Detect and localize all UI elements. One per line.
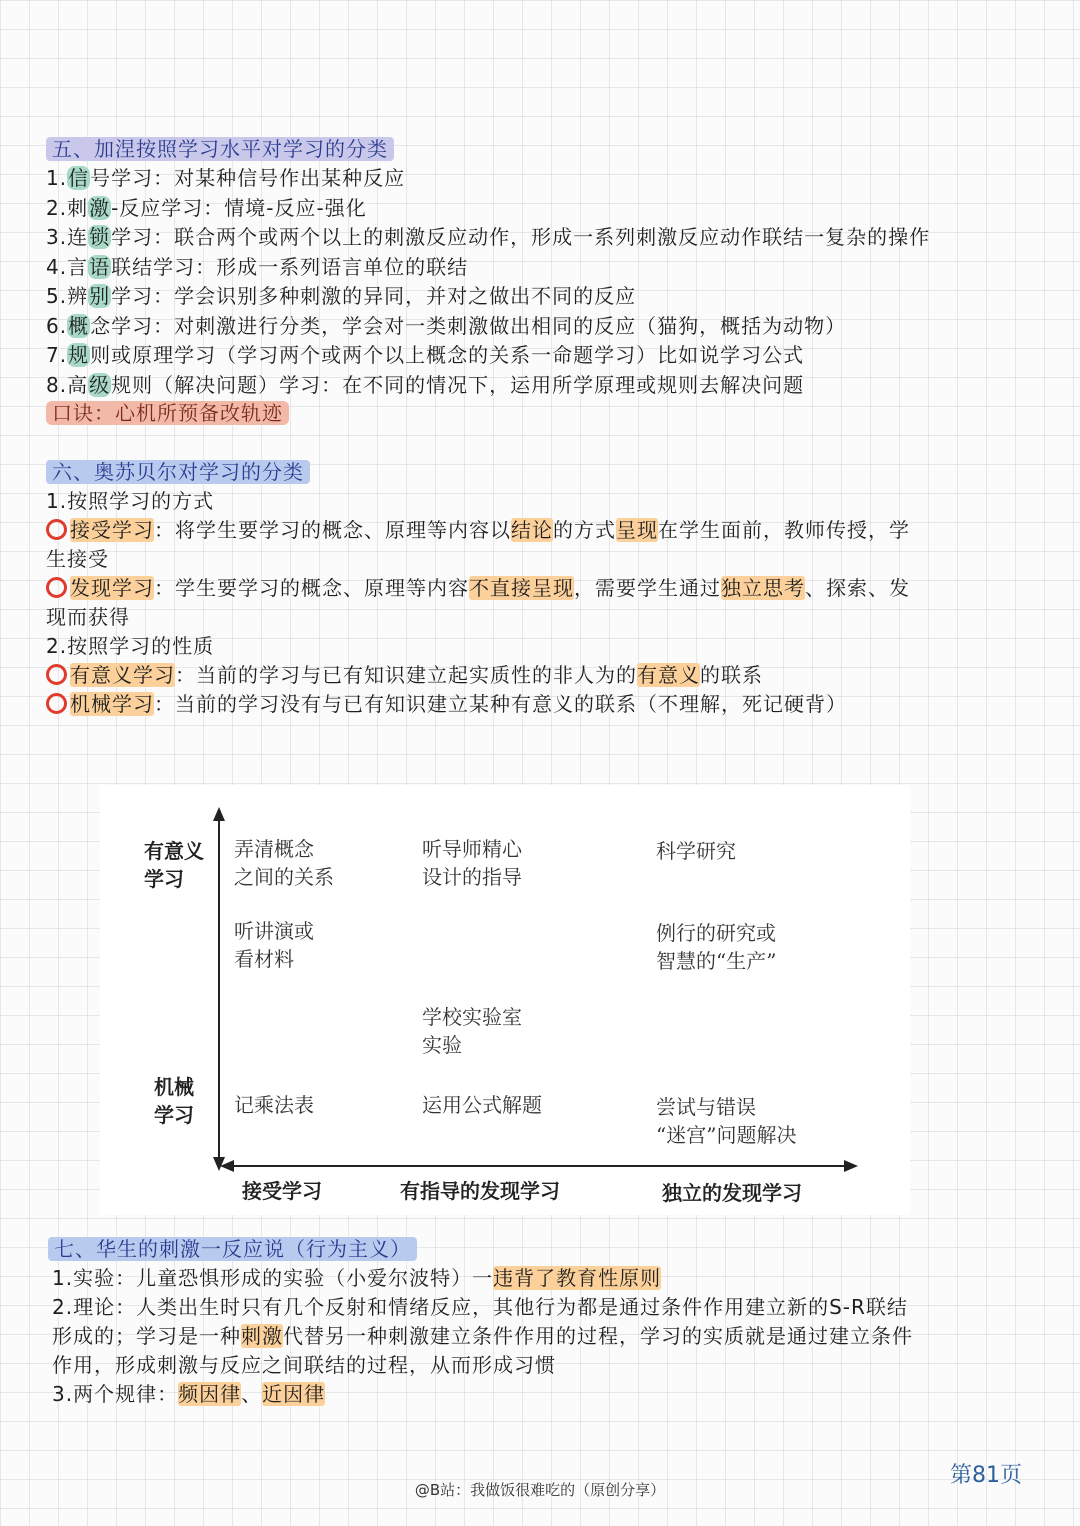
cell-formula: 运用公式解题	[422, 1093, 542, 1117]
discovery-highlight-2: 独立思考	[721, 576, 805, 600]
cell-routine-research: 例行的研究或 智慧的“生产”	[656, 921, 777, 973]
meaningful-highlight-1: 有意义	[637, 663, 700, 687]
section-7-line-2: 2.理论：人类出生时只有几个反射和情绪反应，其他行为都是通过条件作用建立新的S-R联结	[52, 1295, 908, 1319]
discovery-text-3: 、探索、发	[805, 576, 910, 600]
x-axis-label-receptive: 接受学习	[242, 1179, 322, 1203]
section-7-line-3a: 形成的；学习是一种	[52, 1324, 241, 1348]
rote-text-1: ：当前的学习没有与已有知识建立某种有意义的联系（不理解，死记硬背）	[154, 692, 847, 716]
item-highlight: 锁	[89, 225, 111, 249]
item-text: 规则（解决问题）学习：在不同的情况下，运用所学原理或规则去解决问题	[111, 372, 805, 397]
item-number: 2.刺	[46, 195, 89, 220]
item-text: 学习：联合两个或两个以上的刺激反应动作，形成一系列刺激反应动作联结一复杂的操作	[111, 225, 931, 249]
item-highlight: 信	[68, 166, 90, 190]
section-7-line-1	[52, 1264, 661, 1293]
section-6-heading: 六、奥苏贝尔对学习的分类	[46, 460, 310, 484]
receptive-text-3: 在学生面前，教师传授，学	[658, 518, 910, 542]
section-6-sub1: 1.按照学习的方式	[46, 489, 215, 513]
discovery-term: 发现学习	[70, 576, 154, 600]
receptive-text-1: ：将学生要学习的概念、原理等内容以	[154, 518, 511, 542]
receptive-learning-line	[46, 516, 910, 545]
x-axis-label-guided-discovery: 有指导的发现学习	[400, 1179, 560, 1203]
red-circle-icon	[46, 693, 67, 714]
cell-lecture: 听讲演或 看材料	[234, 919, 314, 971]
item-number: 5.辨	[46, 284, 89, 308]
item-text: 学习：学会识别多种刺激的异同，并对之做出不同的反应	[111, 284, 637, 308]
section-5-item	[46, 253, 468, 282]
section-5-item	[46, 312, 846, 341]
section-7-violation: 违背了教育性原则	[493, 1266, 662, 1290]
receptive-term: 接受学习	[70, 518, 154, 542]
discovery-text-2: ，需要学生通过	[574, 576, 721, 600]
section-6-heading-line	[46, 458, 310, 487]
item-number: 1.	[46, 166, 68, 190]
receptive-cont: 生接受	[46, 547, 109, 571]
section-5-item	[46, 282, 636, 311]
item-highlight: 语	[89, 254, 111, 279]
cell-trial-and-error: 尝试与错误 “迷宫”问题解决	[656, 1095, 797, 1147]
y-axis-arrow-down	[213, 1157, 225, 1171]
item-number: 4.言	[46, 254, 89, 279]
red-circle-icon	[46, 577, 67, 598]
discovery-text-1: ：学生要学习的概念、原理等内容	[154, 576, 469, 600]
discovery-cont: 现而获得	[46, 605, 130, 629]
discovery-learning-line	[46, 574, 910, 603]
discovery-highlight-1: 不直接呈现	[469, 576, 574, 600]
item-highlight: 级	[89, 372, 111, 397]
mnemonic-line	[46, 399, 289, 428]
section-7-stimulus: 刺激	[241, 1324, 283, 1348]
item-text: -反应学习：情境-反应-强化	[111, 195, 367, 220]
x-axis-label-independent-discovery: 独立的发现学习	[662, 1181, 802, 1205]
section-7-experiment: 1.实验：儿童恐惧形成的实验（小爱尔波特）一	[52, 1266, 494, 1290]
item-highlight: 规	[68, 343, 90, 367]
section-7-heading: 七、华生的刺激一反应说（行为主义）	[48, 1237, 417, 1261]
cell-clarify-concepts: 弄清概念 之间的关系	[234, 837, 334, 889]
item-highlight: 激	[89, 195, 111, 220]
section-5-item	[46, 223, 930, 252]
y-axis-arrow-up	[213, 807, 225, 821]
item-text: 念学习：对刺激进行分类，学会对一类刺激做出相同的反应（猫狗，概括为动物）	[90, 313, 847, 338]
meaningful-text-1: ：当前的学习与已有知识建立起实质性的非人为的	[175, 663, 637, 687]
receptive-highlight-2: 呈现	[616, 518, 658, 542]
section-7-line-5	[52, 1380, 325, 1409]
section-7-laws-label: 3.两个规律：	[52, 1382, 179, 1406]
law-of-frequency: 频因律	[178, 1382, 242, 1406]
section-5-item	[46, 341, 804, 370]
y-axis-top-label: 有意义 学习	[144, 839, 204, 891]
rote-term: 机械学习	[70, 692, 154, 716]
x-axis-arrow-right	[844, 1160, 858, 1172]
item-highlight: 别	[89, 284, 111, 308]
item-text: 号学习：对某种信号作出某种反应	[90, 166, 406, 190]
section-7-line-4: 作用，形成刺激与反应之间联结的过程，从而形成习惯	[52, 1353, 556, 1377]
y-axis-bottom-label: 机械 学习	[154, 1075, 194, 1127]
item-number: 3.连	[46, 225, 89, 249]
mnemonic: 口诀：心机所预备改轨迹	[46, 401, 289, 425]
receptive-text-2: 的方式	[553, 518, 616, 542]
item-text: 联结学习：形成一系列语言单位的联结	[111, 254, 469, 279]
red-circle-icon	[46, 664, 67, 685]
section-5-item	[46, 371, 804, 400]
meaningful-term: 有意义学习	[70, 663, 175, 687]
cell-times-table: 记乘法表	[234, 1093, 314, 1117]
item-number: 8.高	[46, 372, 89, 397]
section-5-heading: 五、加涅按照学习水平对学习的分类	[46, 137, 394, 161]
cell-guided-instruction: 听导师精心 设计的指导	[422, 837, 522, 889]
footer-credit: @B站：我做饭很难吃的（原创分享）	[414, 1481, 666, 1499]
rote-learning-line	[46, 690, 847, 719]
item-text: 则或原理学习（学习两个或两个以上概念的关系一命题学习）比如说学习公式	[90, 343, 805, 367]
section-7-heading-line	[48, 1235, 417, 1264]
section-5-item	[46, 164, 405, 193]
learning-classification-diagram	[100, 785, 910, 1215]
section-7-line-3c: 代替另一种刺激建立条件作用的过程，学习的实质就是通过建立条件	[283, 1324, 913, 1348]
section-5-heading-line	[46, 135, 394, 164]
section-6-sub2: 2.按照学习的性质	[46, 634, 215, 658]
meaningful-learning-line	[46, 661, 763, 690]
receptive-highlight-1: 结论	[511, 518, 553, 542]
cell-school-lab: 学校实验室 实验	[422, 1005, 522, 1057]
red-circle-icon	[46, 519, 67, 540]
page-number: 第81页	[950, 1463, 1022, 1488]
cell-scientific-research: 科学研究	[656, 839, 736, 863]
section-7-line-3	[52, 1322, 913, 1351]
laws-separator: 、	[241, 1382, 263, 1406]
meaningful-text-2: 的联系	[700, 663, 763, 687]
law-of-recency: 近因律	[262, 1382, 326, 1406]
item-highlight: 概	[68, 313, 90, 338]
item-number: 7.	[46, 343, 68, 367]
section-5-item	[46, 194, 367, 223]
item-number: 6.	[46, 313, 68, 338]
